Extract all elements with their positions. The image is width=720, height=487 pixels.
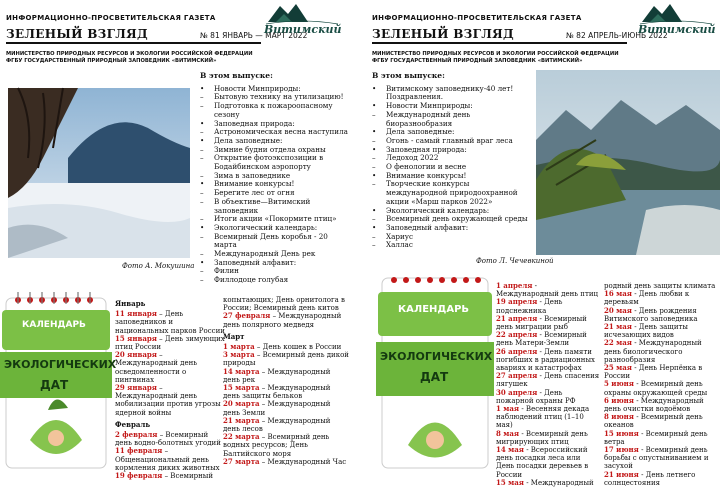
photo-caption: Фото Л. Чечевкиной — [476, 257, 554, 265]
toc-item: • Дела заповедные: — [372, 127, 455, 137]
calendar-date: 19 февраля — [115, 471, 163, 481]
issue-number: № 81 ЯНВАРЬ — МАРТ 2022 — [200, 31, 308, 40]
toc-item: – Берегите лес от огня — [200, 188, 295, 198]
calendar-date: 11 января — [115, 309, 157, 319]
toc-item: – Огонь - самый главный враг леса — [372, 135, 513, 145]
river-landscape-photo — [536, 70, 720, 255]
toc-item: – Халлас — [372, 240, 413, 250]
toc-item: • Экологический календарь: — [372, 205, 490, 215]
calendar-date: 20 марта — [223, 399, 260, 409]
calendar-date: 14 мая — [496, 445, 524, 455]
photo-caption: Фото А. Мокушина — [122, 262, 195, 270]
calendar-title-2: ДАТ — [40, 378, 69, 392]
calendar-banner: КАЛЕНДАРЬ — [398, 304, 470, 315]
calendar-date: 3 марта — [223, 350, 255, 360]
toc-item: • Внимание конкурсы! — [372, 170, 467, 180]
calendar-entry: 14 мая - Всероссийский день посадки леса или День посадки деревьев в России — [496, 445, 589, 479]
toc-item: • Внимание конкурсы! — [200, 179, 295, 189]
reserve-logo: Витимский — [262, 0, 342, 44]
toc-item: – Бытовую технику на утилизацию! — [200, 92, 344, 102]
calendar-entry: 17 июня - Всемирный день борьбы с опустыниванием и засухой — [604, 445, 709, 471]
calendar-dates — [496, 281, 718, 487]
calendar-entry: копытающих; День орнитолога в России; Всемирный день китов — [223, 296, 345, 313]
calendar-date: 1 марта — [223, 342, 255, 352]
newspaper-name: ЗЕЛЕНЫЙ ВЗГЛЯД — [372, 27, 514, 41]
toc-item: • Экологический календарь: — [200, 222, 318, 232]
calendar-entry: 15 мая - Международный — [496, 477, 594, 487]
toc-item: • Новости Минприроды: — [200, 83, 301, 93]
toc-item: • Заповедный алфавит: — [372, 222, 469, 232]
newspaper-page-82 — [366, 0, 720, 487]
calendar-entry: 22 мая - Международный день биологического разнообразия — [604, 338, 702, 364]
calendar-date: 25 мая — [604, 363, 632, 373]
calendar-entry: 20 января – Международный день осведомленности о пингвинах — [115, 350, 198, 384]
calendar-entry: 21 мая - День защиты исчезающих видов — [604, 322, 688, 340]
calendar-entry: 25 мая - День Нерпёнка в России — [604, 363, 703, 381]
toc-item: • Новости Минприроды: — [372, 101, 473, 111]
calendar-date: 29 января — [115, 383, 157, 393]
calendar-entry: 27 апреля - День спасения лягушек — [496, 371, 600, 389]
toc-item: • Витимскому заповеднику-40 лет! Поздравления. — [372, 83, 514, 102]
calendar-entry: 22 апреля - Всемирный день Матери-Земли — [496, 330, 587, 348]
calendar-date: 22 мая — [604, 338, 632, 348]
calendar-entry: 16 мая - День любви к деревьям — [604, 289, 690, 307]
header-rule — [372, 42, 627, 44]
calendar-date: 17 июня — [604, 445, 639, 455]
calendar-entry: 27 марта – Международный Час — [223, 456, 347, 466]
calendar-entry: 1 апреля - Международный день птиц — [496, 281, 599, 299]
calendar-entry: родный день защиты климата — [604, 282, 716, 290]
calendar-entry: 1 мая - Весенняя декада наблюдений птиц (1–10 мая) — [496, 404, 590, 430]
calendar-date: 20 мая — [604, 305, 632, 315]
calendar-entry: 30 апреля - День пожарной охраны РФ — [496, 387, 576, 405]
toc-item: – Филлодоце голубая — [200, 275, 289, 285]
table-of-contents — [372, 72, 532, 250]
issue-number: № 82 АПРЕЛЬ-ИЮНЬ 2022 — [566, 31, 668, 40]
toc-item: – В объективе—Витимский заповедник — [200, 196, 311, 215]
calendar-entry: 20 мая - День рождения Витимского заповедника — [604, 305, 698, 323]
calendar-date: 27 апреля — [496, 371, 538, 381]
toc-item: – Хариус — [372, 231, 414, 241]
toc-item: – Астрономическая весна наступила — [200, 127, 348, 137]
header-rule — [6, 42, 261, 44]
calendar-entry: 22 марта – Всемирный день водных ресурсов; День Балтийского моря — [223, 432, 330, 458]
calendar-title: ЭКОЛОГИЧЕСКИХ — [380, 350, 493, 363]
gazette-label: ИНФОРМАЦИОННО-ПРОСВЕТИТЕЛЬСКАЯ ГАЗЕТА — [372, 14, 582, 22]
calendar-date: 6 июня — [604, 395, 634, 405]
calendar-entry: 15 января – День зимующих птиц России — [115, 333, 225, 352]
toc-item: – О фенологии и весне — [372, 162, 467, 172]
calendar-date: 27 февраля — [223, 311, 271, 321]
winter-mountain-photo — [8, 88, 190, 258]
calendar-entry: 8 июня - Всемирный день океанов — [604, 412, 703, 430]
toc-item: – Филин — [200, 266, 239, 276]
calendar-date: 22 марта — [223, 432, 260, 442]
toc-item: – Международный День рек — [200, 249, 316, 259]
toc-item: • Заповедный алфавит: — [200, 257, 297, 267]
table-of-contents — [200, 72, 350, 285]
calendar-date: 11 февраля — [115, 446, 163, 456]
page-gutter — [354, 0, 366, 470]
calendar-date: 21 июня — [604, 469, 639, 479]
calendar-entry: 15 июня - Всемирный день ветра — [604, 428, 708, 446]
calendar-date: 21 апреля — [496, 313, 538, 323]
toc-item: • Дела заповедные: — [200, 135, 283, 145]
calendar-graphic — [0, 290, 117, 470]
calendar-entry: 14 марта – Международный день рек — [223, 366, 331, 384]
calendar-entry: 21 апреля - Всемирный день миграции рыб — [496, 313, 587, 332]
calendar-date: 21 марта — [223, 415, 260, 425]
toc-item: – Международный день биоразнообразия — [372, 109, 471, 128]
toc-header: В этом выпуске: — [200, 71, 273, 80]
calendar-title: ЭКОЛОГИЧЕСКИХ — [4, 358, 117, 371]
calendar-date: 19 апреля — [496, 297, 538, 307]
toc-item: • Заповедная природа: — [372, 144, 467, 154]
calendar-graphic — [376, 270, 494, 470]
calendar-entry: 21 июня - День летнего солнцестояния — [604, 469, 696, 487]
calendar-entry: 8 мая - Всемирный день мигрирующих птиц — [496, 428, 588, 446]
toc-item: – Всемирный день окружающей среды — [372, 214, 528, 224]
calendar-date: 15 июня — [604, 428, 639, 438]
calendar-entry: 29 января – Международный день мобилизации против угрозы ядерной войны — [115, 383, 221, 417]
toc-item: – Итоги акции «Покормите птиц» — [200, 214, 337, 224]
calendar-entry: 19 апреля - День подснежника — [496, 297, 563, 315]
calendar-entry: 21 марта – Международный день лесов — [223, 415, 331, 434]
calendar-entry: 1 марта – День кошек в России — [223, 342, 342, 352]
calendar-dates — [115, 296, 351, 481]
newspaper-name: ЗЕЛЕНЫЙ ВЗГЛЯД — [6, 27, 148, 41]
calendar-entry: 15 марта – Международный день защиты бельков — [223, 383, 331, 401]
calendar-date: 30 апреля — [496, 387, 538, 397]
calendar-entry: 11 января – День заповедников и национальных парков России — [115, 309, 225, 335]
calendar-entry: 11 февраля – Общенациональный день кормления диких животных — [115, 446, 220, 472]
calendar-date: 21 мая — [604, 322, 632, 332]
calendar-month: Январь — [115, 299, 146, 308]
toc-item: – Подготовка к пожароопасному сезону — [200, 101, 333, 119]
calendar-date: 15 мая — [496, 477, 524, 487]
calendar-title-2: ДАТ — [420, 370, 449, 384]
toc-item: – Зима в заповеднике — [200, 170, 291, 180]
calendar-date: 22 апреля — [496, 330, 538, 340]
calendar-entry: 6 июня - Международный день очистки водоёмов — [604, 395, 704, 414]
calendar-entry: 3 марта – Всемирный день дикой природы — [223, 350, 349, 368]
newspaper-page-81 — [0, 0, 354, 481]
calendar-entry: 19 февраля – Всемирный — [115, 471, 214, 481]
calendar-date: 15 марта — [223, 383, 260, 393]
gazette-label: ИНФОРМАЦИОННО-ПРОСВЕТИТЕЛЬСКАЯ ГАЗЕТА — [6, 14, 216, 22]
calendar-date: 15 января — [115, 333, 157, 343]
toc-item: – Всемирный День коробья - 20 марта — [200, 231, 328, 250]
calendar-month: Март — [223, 331, 245, 341]
toc-item: – Творческие конкурсы международной природоохранной акции «Марш парков 2022» — [372, 179, 518, 206]
calendar-month: Февраль — [115, 419, 151, 429]
calendar-date: 14 марта — [223, 366, 260, 376]
calendar-date: 1 апреля — [496, 281, 533, 290]
calendar-date: 26 апреля — [496, 346, 538, 356]
calendar-entry: 5 июня - Всемирный день охраны окружающей среды — [604, 379, 708, 397]
ministry-line: МИНИСТЕРСТВО ПРИРОДНЫХ РЕСУРСОВ И ЭКОЛОГИИ РОССИЙСКОЙ ФЕДЕРАЦИИ ФГБУ ГОСУДАРСТВЕННЫЙ ПРИРОДНЫЙ ЗАПОВЕДНИК «ВИТИМСКИЙ» — [6, 51, 253, 64]
reserve-logo: Витимский — [636, 0, 716, 44]
calendar-entry: 20 марта – Международный день Земли — [223, 399, 331, 417]
calendar-entry: 27 февраля – Международный день полярного медведя — [223, 311, 342, 329]
calendar-date: 8 мая — [496, 428, 520, 438]
toc-item: – Зимние будни отдела охраны — [200, 144, 326, 154]
calendar-date: 1 мая — [496, 404, 520, 414]
toc-header: В этом выпуске: — [372, 71, 445, 80]
ministry-line: МИНИСТЕРСТВО ПРИРОДНЫХ РЕСУРСОВ И ЭКОЛОГИИ РОССИЙСКОЙ ФЕДЕРАЦИИ ФГБУ ГОСУДАРСТВЕННЫЙ ПРИРОДНЫЙ ЗАПОВЕДНИК «ВИТИМСКИЙ» — [372, 51, 619, 64]
calendar-date: 27 марта — [223, 456, 260, 466]
calendar-date: 16 мая — [604, 289, 632, 299]
toc-item: • Заповедная природа: — [200, 118, 295, 128]
toc-item: – Открытие фотоэкспозиции в Бодайбинском аэропорту — [200, 153, 324, 172]
calendar-date: 20 января — [115, 350, 157, 360]
calendar-banner: КАЛЕНДАРЬ — [22, 320, 86, 330]
calendar-date: 5 июня — [604, 379, 634, 389]
calendar-date: 8 июня — [604, 412, 634, 422]
calendar-entry: 2 февраля – Всемирный день водно-болотных угодий — [115, 430, 221, 448]
calendar-date: 2 февраля — [115, 430, 158, 440]
toc-item: – Ледоход 2022 — [372, 153, 439, 163]
calendar-entry: 26 апреля - День памяти погибших в радиационных авариях и катастрофах — [496, 346, 595, 373]
